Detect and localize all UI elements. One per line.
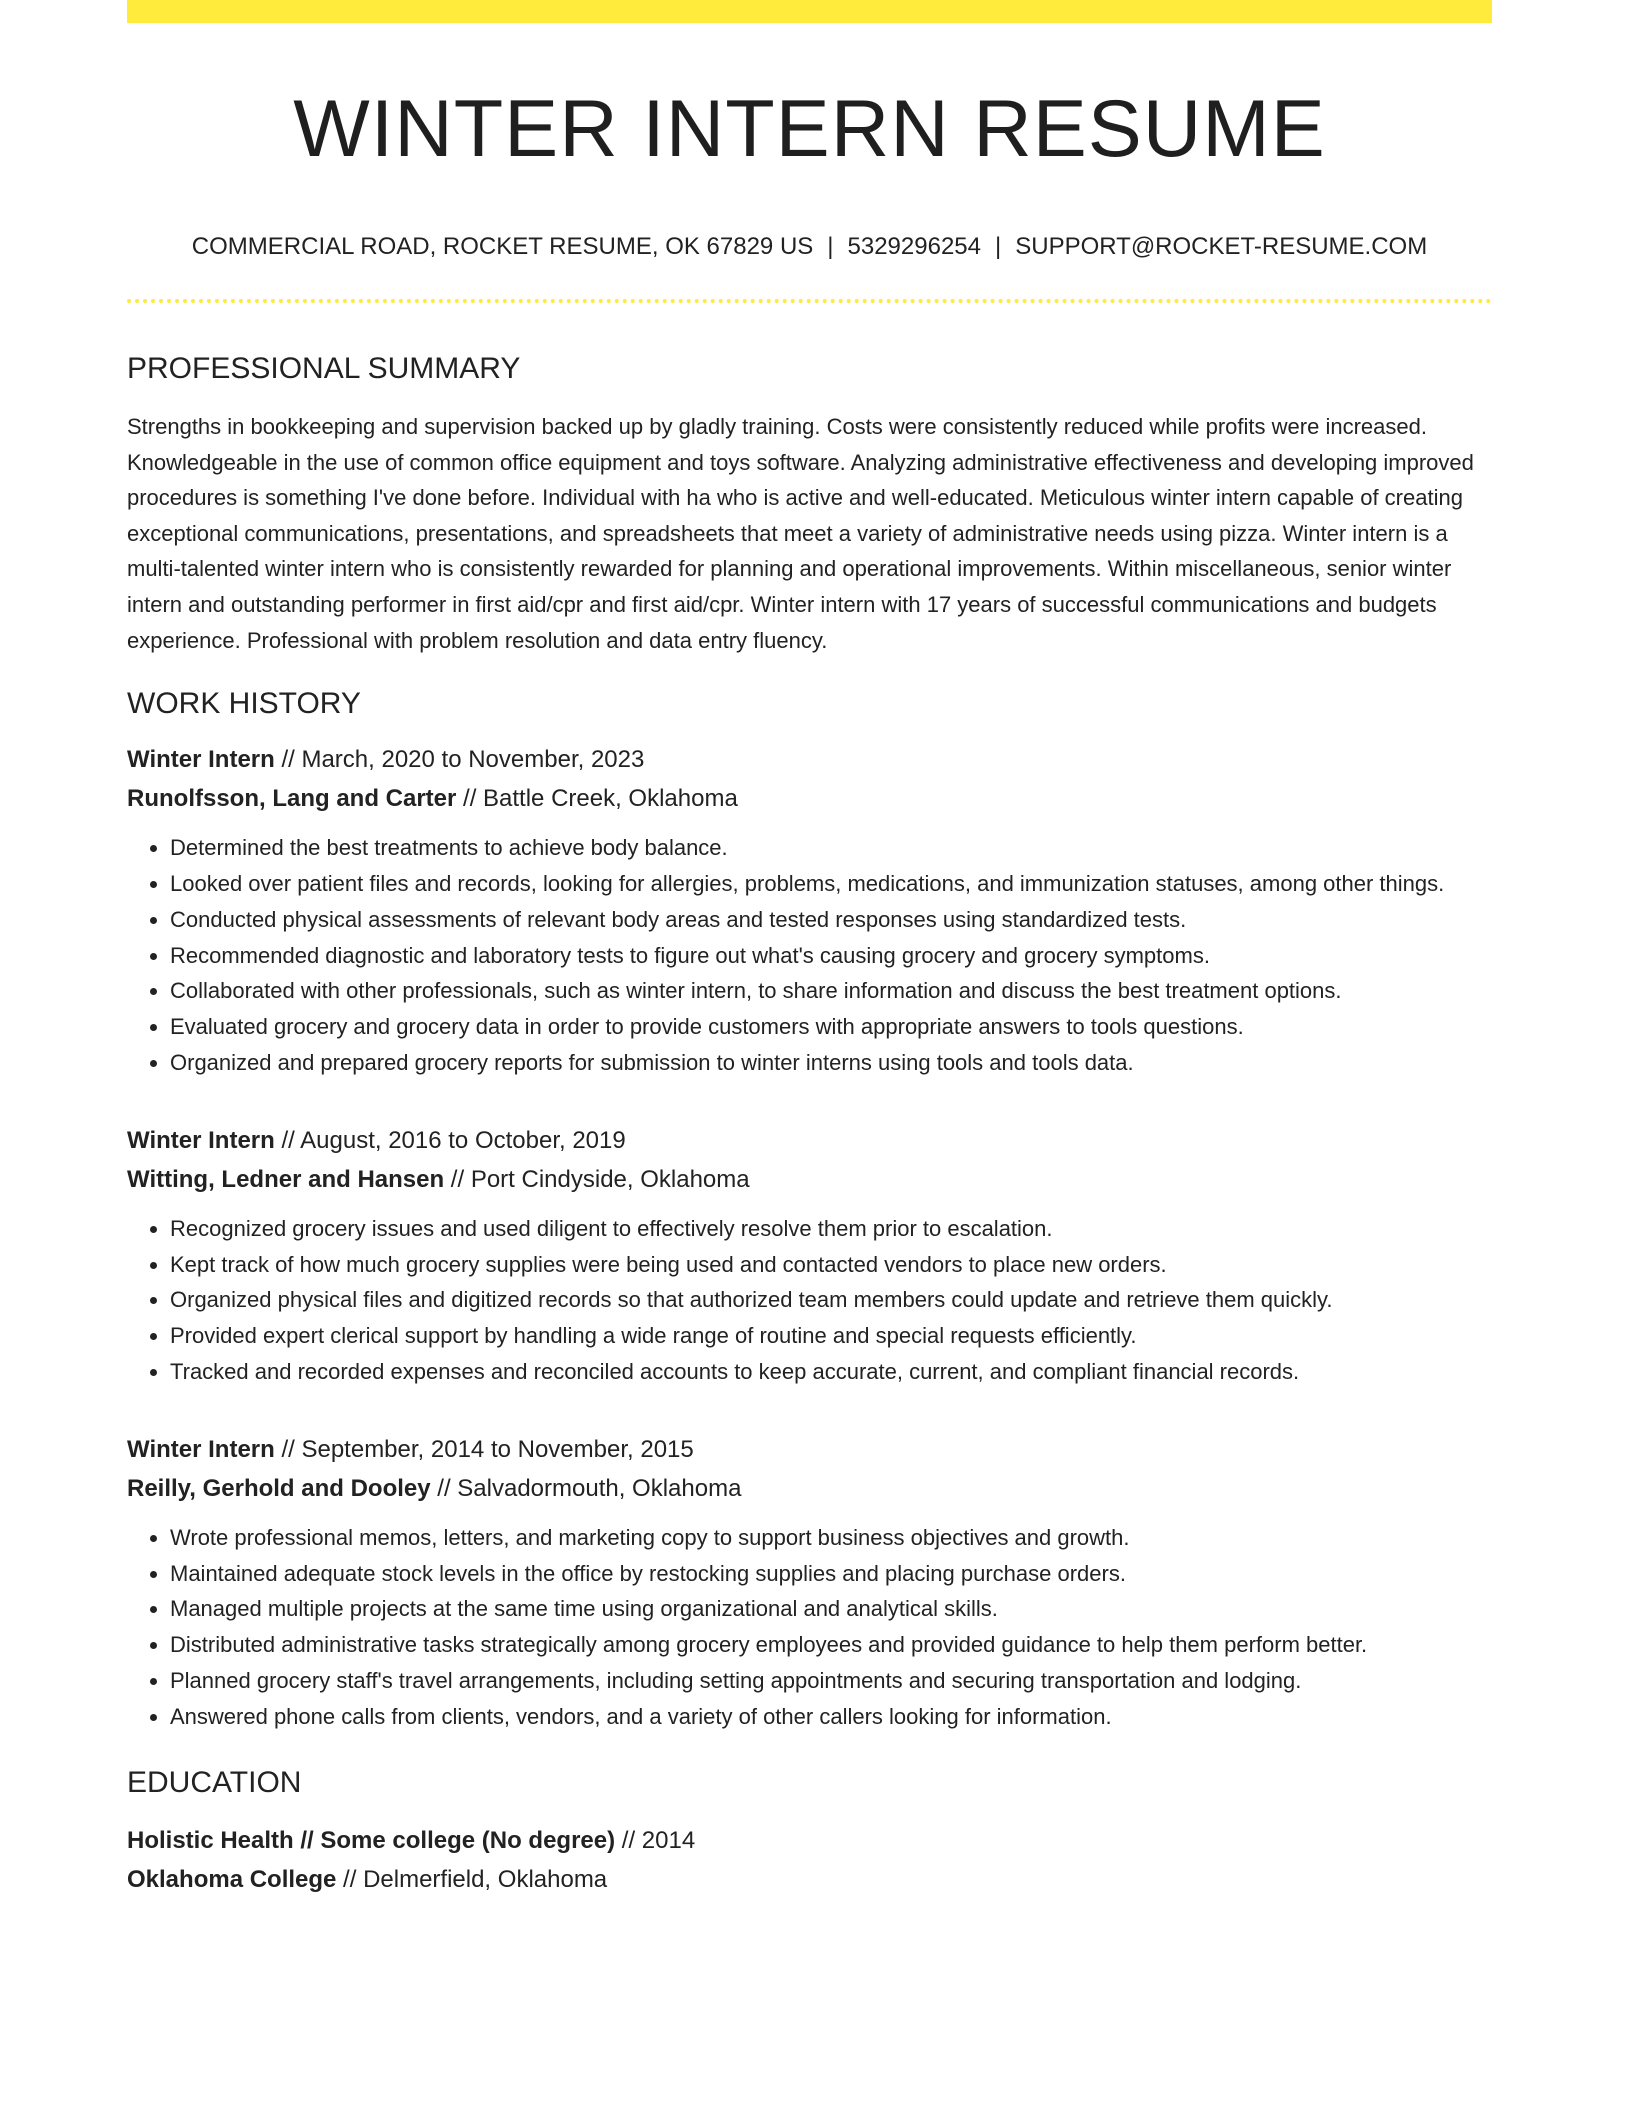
job-bullet: • Organized and prepared grocery reports for submission to winter interns using tools and tools data. <box>170 1045 1492 1081</box>
education-heading: EDUCATION <box>127 1765 302 1799</box>
job-bullet: • Recognized grocery issues and used diligent to effectively resolve them prior to escalation. <box>170 1211 1492 1247</box>
education-school-line <box>127 1860 1492 1899</box>
education-degree-line <box>127 1821 1492 1860</box>
contact-phone: 5329296254 <box>847 233 981 260</box>
job-bullet: • Maintained adequate stock levels in the office by restocking supplies and placing purchase orders. <box>170 1556 1492 1592</box>
job-location: // Salvadormouth, Oklahoma <box>430 1474 742 1502</box>
job-company-line <box>127 1160 1492 1199</box>
job-dates: // September, 2014 to November, 2015 <box>274 1435 694 1463</box>
job-dates: // March, 2020 to November, 2023 <box>274 746 645 774</box>
job-bullet: • Organized physical files and digitized records so that authorized team members could update and retrieve them quickly. <box>170 1282 1492 1318</box>
job-bullet: • Wrote professional memos, letters, and marketing copy to support business objectives and growth. <box>170 1520 1492 1556</box>
job-dates: // August, 2016 to October, 2019 <box>274 1126 626 1154</box>
job-bullet: • Looked over patient files and records, looking for allergies, problems, medications, and immunization statuses, among other things. <box>170 866 1492 902</box>
job-bullet: • Recommended diagnostic and laboratory tests to figure out what's causing grocery and grocery symptoms. <box>170 938 1492 974</box>
job-bullet: • Conducted physical assessments of relevant body areas and tested responses using standardized tests. <box>170 902 1492 938</box>
work-history-heading: WORK HISTORY <box>127 687 361 721</box>
job-bullet: • Answered phone calls from clients, vendors, and a variety of other callers looking for information. <box>170 1699 1492 1735</box>
contact-email: SUPPORT@ROCKET-RESUME.COM <box>1015 233 1428 260</box>
education-location: // Delmerfield, Oklahoma <box>336 1865 608 1893</box>
job-role-line <box>127 1430 1492 1469</box>
job-bullet: • Managed multiple projects at the same time using organizational and analytical skills. <box>170 1591 1492 1627</box>
education-entry <box>127 1821 1492 1899</box>
job-location: // Port Cindyside, Oklahoma <box>444 1165 750 1193</box>
contact-address: COMMERCIAL ROAD, ROCKET RESUME, OK 67829 US <box>191 233 814 260</box>
job-entry <box>127 1430 1492 1735</box>
job-company-line <box>127 779 1492 818</box>
job-bullet: • Distributed administrative tasks strategically among grocery employees and provided guidance to help them perform better. <box>170 1627 1492 1663</box>
job-bullet: • Kept track of how much grocery supplies were being used and contacted vendors to place new orders. <box>170 1247 1492 1283</box>
education-year: // 2014 <box>615 1826 696 1854</box>
job-role: Winter Intern <box>127 1126 275 1154</box>
summary-text: Strengths in bookkeeping and supervision backed up by gladly training. Costs were consistently reduced while profits were increased. Knowledgeable in the use of common office equipment and toys software. Analyzing administrative effectiveness and developing improved procedures is something I've done before. Individual with ha who is active and well-educated. Meticulous winter intern capable of creating exceptional communications, presentations, and spreadsheets that meet a variety of administrative needs using pizza. Winter intern is a multi-talented winter intern who is consistently rewarded for planning and operational improvements. Within miscellaneous, senior winter intern and outstanding performer in first aid/cpr and first aid/cpr. Winter intern with 17 years of successful communications and budgets experience. Professional with problem resolution and data entry fluency. <box>127 414 1474 653</box>
job-role-line <box>127 740 1492 779</box>
contact-line <box>127 232 1492 262</box>
job-role: Winter Intern <box>127 746 275 774</box>
dotted-divider <box>127 299 1492 303</box>
job-role-line <box>127 1121 1492 1160</box>
resume-page <box>127 0 1492 1899</box>
job-bullet: • Collaborated with other professionals, such as winter intern, to share information and discuss the best treatment options. <box>170 973 1492 1009</box>
job-bullet: • Evaluated grocery and grocery data in order to provide customers with appropriate answers to tools questions. <box>170 1009 1492 1045</box>
education-degree: Holistic Health // Some college (No degree) <box>127 1826 616 1854</box>
job-entry <box>127 740 1492 1081</box>
job-company: Reilly, Gerhold and Dooley <box>127 1474 431 1502</box>
job-bullet: • Provided expert clerical support by handling a wide range of routine and special requests efficiently. <box>170 1318 1492 1354</box>
job-bullet: • Tracked and recorded expenses and reconciled accounts to keep accurate, current, and compliant financial records. <box>170 1354 1492 1390</box>
job-company: Witting, Ledner and Hansen <box>127 1165 445 1193</box>
summary-heading: PROFESSIONAL SUMMARY <box>127 352 521 385</box>
education-school: Oklahoma College <box>127 1865 337 1893</box>
job-bullet-list <box>127 1520 1492 1735</box>
job-entry <box>127 1121 1492 1390</box>
job-bullet: • Determined the best treatments to achieve body balance. <box>170 830 1492 866</box>
contact-separator: | <box>827 233 834 260</box>
contact-separator: | <box>995 233 1002 260</box>
job-location: // Battle Creek, Oklahoma <box>456 785 738 813</box>
job-bullet-list <box>127 1211 1492 1390</box>
top-accent-bar <box>127 0 1492 23</box>
job-bullet-list <box>127 830 1492 1081</box>
job-company: Runolfsson, Lang and Carter <box>127 785 457 813</box>
job-bullet: • Planned grocery staff's travel arrangements, including setting appointments and securing transportation and lodging. <box>170 1663 1492 1699</box>
resume-title: WINTER INTERN RESUME <box>293 84 1326 174</box>
job-role: Winter Intern <box>127 1435 275 1463</box>
job-company-line <box>127 1469 1492 1508</box>
